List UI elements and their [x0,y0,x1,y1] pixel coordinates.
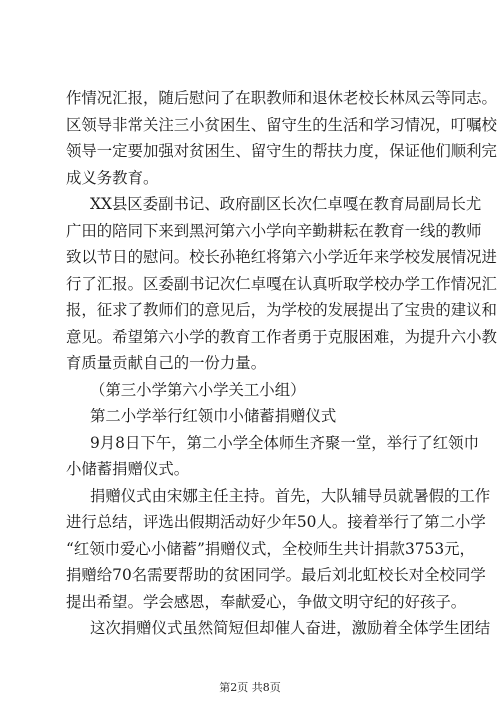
text-line: 报，征求了教师们的意见后，为学校的发展提出了宝贵的建议和 [66,301,497,319]
text-line: XX县区委副书记、政府副区长次仁卓嘎在教育局副局长尤 [90,195,482,213]
text-line: 这次捐赠仪式虽然简短但却催人奋进，激励着全体学生团结 [90,619,491,637]
text-line: 提出希望。学会感恩，奉献爱心，争做文明守纪的好孩子。 [66,592,467,611]
text-line: 第二小学举行红领巾小储蓄捐赠仪式 [90,407,337,425]
text-line: （第三小学第六小学关工小组） [90,380,306,399]
page-footer: 第2页 共8页 [219,681,281,694]
text-line: 作情况汇报，随后慰问了在职教师和退休老校长林凤云等同志。 [66,89,497,107]
text-line: 育质量贡献自己的一份力量。 [66,354,267,372]
text-line: 小储蓄捐赠仪式。 [66,460,190,478]
text-line: 领导一定要加强对贫困生、留守生的帮扶力度，保证他们顺利完 [66,142,497,160]
text-line: 捐赠仪式由宋娜主任主持。首先，大队辅导员就暑假的工作 [90,486,491,505]
text-line: “红领巾爱心小储蓄”捐赠仪式，全校师生共计捐款3753元， [66,539,475,558]
text-line: 捐赠给70名需要帮助的贫困同学。最后刘北虹校长对全校同学 [66,566,486,584]
text-line: 行了汇报。区委副书记次仁卓嘎在认真听取学校办学工作情况汇 [66,274,497,293]
text-line: 9月8日下午，第二小学全体师生齐聚一堂，举行了红领巾 [90,433,479,452]
text-line: 进行总结，评选出假期活动好少年50人。接着举行了第二小学 [66,513,486,531]
text-line: 致以节日的慰问。校长孙艳红将第六小学近年来学校发展情况进 [66,248,497,266]
text-line: 广田的陪同下来到黑河第六小学向辛勤耕耘在教育一线的教师 [66,221,482,240]
document-body [66,88,497,645]
text-line: 区领导非常关注三小贫困生、留守生的生活和学习情况，叮嘱校 [66,115,497,134]
text-line: 成义务教育。 [66,168,159,187]
text-line: 意见。希望第六小学的教育工作者勇于克服困难，为提升六小教 [66,327,497,346]
